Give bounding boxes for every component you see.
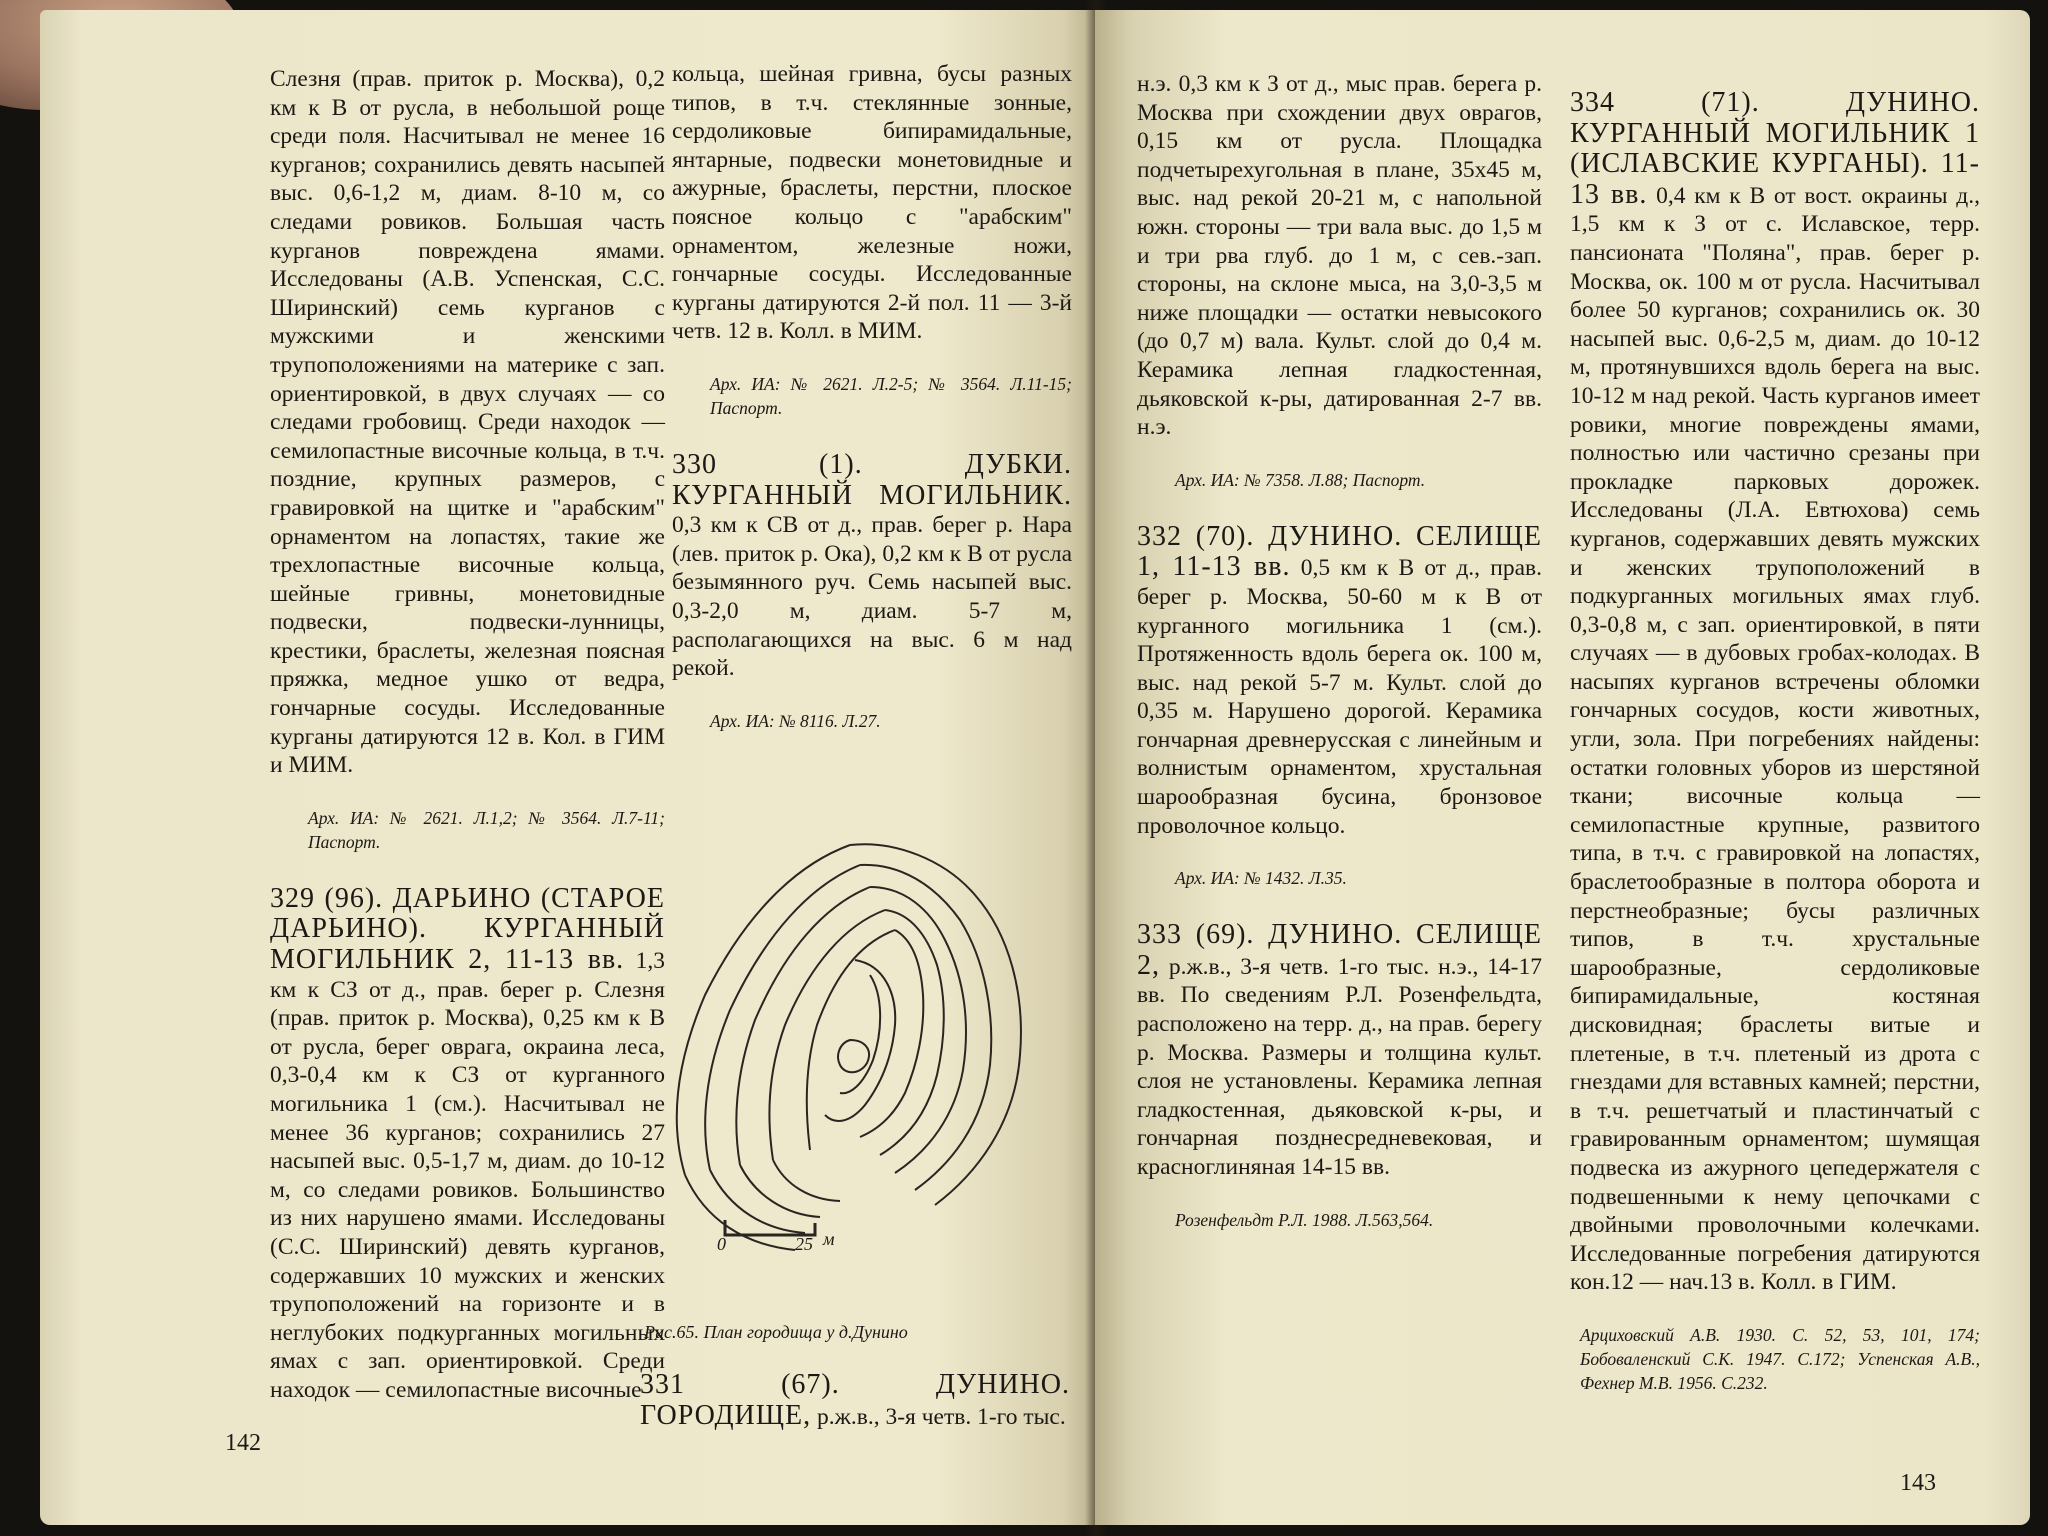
contour-line — [850, 844, 1021, 1205]
right-column-1 — [1137, 70, 1542, 1262]
entry-333 — [1137, 920, 1542, 1181]
left-page — [40, 10, 1095, 1525]
entry-330-title: 330 (1). ДУБКИ. КУРГАННЫЙ МОГИЛЬНИК. — [672, 448, 1072, 511]
scale-zero: 0 — [717, 1234, 726, 1254]
entry-329-title: 329 (96). ДАРЬИНО (СТАРОЕ ДАРЬИНО). КУРГАННЫЙ МОГИЛЬНИК 2, 11-13 вв. — [270, 882, 665, 976]
entry-331 — [640, 1370, 1070, 1431]
archive-reference: Арх. ИА: № 8116. Л.27. — [710, 710, 881, 731]
archive-reference: Арх. ИА: № 2621. Л.2-5; № 3564. Л.11-15; Паспорт. — [710, 373, 1072, 418]
entry-334 — [1570, 88, 1980, 1297]
entry-332 — [1137, 522, 1542, 841]
entry-331-title: 331 (67). ДУНИНО. ГОРОДИЩЕ, — [640, 1369, 1070, 1431]
entry-329-continuation: кольца, шейная гривна, бусы разных типов, в т.ч. стеклянные зонные, сердоликовые бипирамидальные, янтарные, подвески монетовидные и ажурные, браслеты, перстни, плоское поясное кольцо с "арабским" орнаментом, железные ножи, гончарные сосуды. Исследованные курганы датируются 2-й пол. 11 — 3-й четв. 12 в. Колл. в МИМ. — [672, 61, 1072, 345]
entry-334-title: 334 (71). ДУНИНО. КУРГАННЫЙ МОГИЛЬНИК 1 (ИСЛАВСКИЕ КУРГАНЫ). 11-13 вв. — [1570, 87, 1980, 210]
page-number: 142 — [225, 1430, 261, 1456]
entry-329 — [270, 884, 665, 1405]
entry-329-body: 1,3 км к СЗ от д., прав. берег р. Слезня (прав. приток р. Москва), 0,25 км к В от русла, берег оврага, окраина леса, 0,3-0,4 км к СЗ от курганного могильника 1 (см.). Насчитывал не менее 36 курганов; сохранились 27 насыпей выс. 0,5-1,7 м, диам. до 10-12 м, со следами ровиков. Большинство из них нарушено ямами. Исследованы (С.С. Ширинский) девять курганов, содержавших 10 мужских и женских трупоположений на горизонте и в неглубоких подкурганных могильных ямах с зап. ориентировкой. Среди находок — семилопастные височные — [270, 948, 665, 1403]
right-page — [1095, 10, 2030, 1525]
page-number: 143 — [1900, 1470, 1936, 1496]
entry-328-continuation: Слезня (прав. приток р. Москва), 0,2 км к В от русла, в небольшой роще среди поля. Насчитывал не менее 16 курганов; сохранились девять насыпей выс. 0,6-1,2 м, диам. 8-10 м, со следами ровиков. Большая часть курганов повреждена ямами. Исследованы (А.В. Успенская, С.С. Ширинский) семь курганов с мужскими и женскими трупоположениями на материке с зап. ориентировкой, в двух случаях — со следами гробовищ. Среди находок — семилопастные височные кольца, в т.ч. поздние, крупных размеров, с гравировкой на щитке и "арабским" орнаментом на лопастях, такие же трехлопастные височные кольца, шейные гривны, монетовидные подвески, подвески-лунницы, крестики, браслеты, железная поясная пряжка, медное ушко от ведра, гончарные сосуды. Исследованные курганы датируются 12 в. Кол. в ГИМ и МИМ. — [270, 66, 665, 779]
contour-line — [677, 845, 850, 1175]
contour-line — [769, 910, 885, 1160]
contour-line — [840, 975, 880, 1093]
entry-330 — [672, 450, 1072, 683]
entry-332-title: 332 (70). ДУНИНО. СЕЛИЩЕ 1, 11-13 вв. — [1137, 520, 1542, 583]
contour-line — [705, 865, 860, 1170]
contour-line — [685, 1175, 795, 1250]
archive-reference: Арх. ИА: № 2621. Л.1,2; № 3564. Л.7-11; Паспорт. — [308, 807, 665, 852]
entry-333-title: 333 (69). ДУНИНО. СЕЛИЩЕ 2, — [1137, 919, 1542, 981]
entry-330-body: 0,3 км к СВ от д., прав. берег р. Нара (лев. приток р. Ока), 0,2 км к В от русла безымянного руч. Семь насыпей выс. 0,3-2,0 м, диам. 5-7 м, располагающихся на выс. 6 м над рекой. — [672, 512, 1072, 682]
archive-reference: Арх. ИА: № 7358. Л.88; Паспорт. — [1175, 469, 1426, 490]
contour-line — [838, 1040, 869, 1072]
right-column-2 — [1570, 88, 1980, 1425]
contour-line — [860, 930, 923, 1137]
figure-caption: Рис.65. План городища у д.Дунино — [644, 1322, 908, 1342]
bibliography-reference: Розенфельдт Р.Л. 1988. Л.563,564. — [1175, 1209, 1434, 1230]
scale-25: 25 — [795, 1234, 813, 1254]
left-column-1 — [270, 65, 665, 1405]
hillfort-contour-plan — [645, 825, 1095, 1295]
contour-line — [736, 887, 870, 1165]
bibliography-reference: Арциховский А.В. 1930. С. 52, 53, 101, 174; Бобоваленский С.К. 1947. С.172; Успенская А.В., Фехнер М.В. 1956. С.232. — [1580, 1324, 1980, 1393]
archive-reference: Арх. ИА: № 1432. Л.35. — [1175, 868, 1347, 889]
entry-331-body: р.ж.в., 3-я четв. 1-го тыс. — [817, 1403, 1066, 1430]
entry-331-continuation: н.э. 0,3 км к З от д., мыс прав. берега р. Москва при схождении двух оврагов, 0,15 км от русла. Площадка подчетырехугольная в плане, 35х45 м, выс. над рекой 20-21 м, с напольной южн. стороны — три вала выс. до 1,5 м и три рва глуб. до 1 м, с сев.-зап. стороны, на склоне мыса, на 3,0-3,5 м ниже площадки — остатки невысокого (до 0,7 м) вала. Культ. слой до 0,4 м. Керамика лепная гладкостенная, дьяковской к-ры, датированная 2-7 вв. н.э. — [1137, 71, 1542, 441]
entry-332-body: 0,5 км к В от д., прав. берег р. Москва, 50-60 м к В от курганного могильника 1 (см.). Протяженность вдоль берега ок. 100 м, выс. над рекой 5-7 м. Культ. слой до 0,35 м. Нарушено дорогой. Керамика гончарная древнерусская с линейным и волнистым орнаментом, хрустальная шарообразная бусина, бронзовое проволочное кольцо. — [1137, 555, 1542, 839]
entry-334-body: 0,4 км к В от вост. окраины д., 1,5 км к З от с. Иславское, терр. пансионата "Поляна", прав. берег р. Москва, ок. 100 м от русла. Насчитывал более 50 курганов; сохранились ок. 30 насыпей выс. 0,6-2,5 м, диам. до 10-12 м, протянувшихся вдоль берега на выс. 10-12 м над рекой. Часть курганов имеет ровики, многие повреждены ямами, полностью или частично срезаны при прокладке парковых дорожек. Исследованы (Л.А. Евтюхова) семь курганов, содержавших девять мужских и женских трупоположений в подкурганных могильных ямах глуб. 0,3-0,8 м, с зап. ориентировкой, в пяти случаях — в дубовых гробах-колодах. В насыпях курганов встречены обломки гончарных сосудов, кости животных, угли, зола. При погребениях найдены: остатки головных уборов из шерстяной ткани; височные кольца — семилопастные крупные, развитого типа, в т.ч. с гравировкой на лопастях, браслетообразные в полтора оборота и перстнеобразные; бусы различных типов, в т.ч. хрустальные шарообразные, сердоликовые бипирамидальные, костяная дисковидная; браслеты витые и плетеные, в т.ч. плетеный из дрота с гнездами для вставных камней; перстни, в т.ч. решетчатый и пластинчатый с гравированным орнаментом; шумящая подвеска из ажурного цепедержателя с подвешенными к нему цепочками с двойными проволочными колечками. Исследованные погребения датируются кон.12 — нач.13 в. Колл. в ГИМ. — [1570, 182, 1980, 1296]
entry-333-body: р.ж.в., 3-я четв. 1-го тыс. н.э., 14-17 вв. По сведениям Р.Л. Розенфельдта, расположено на терр. д., на прав. берегу р. Москва. Размеры и толщина культ. слоя не установлены. Керамика лепная гладкостенная, дьяковской к-ры, и гончарная позднесредневековая, и красноглиняная 14-15 вв. — [1137, 953, 1542, 1180]
left-column-2 — [672, 60, 1072, 763]
contour-line — [773, 1160, 840, 1201]
scale-unit: м — [823, 1229, 835, 1249]
